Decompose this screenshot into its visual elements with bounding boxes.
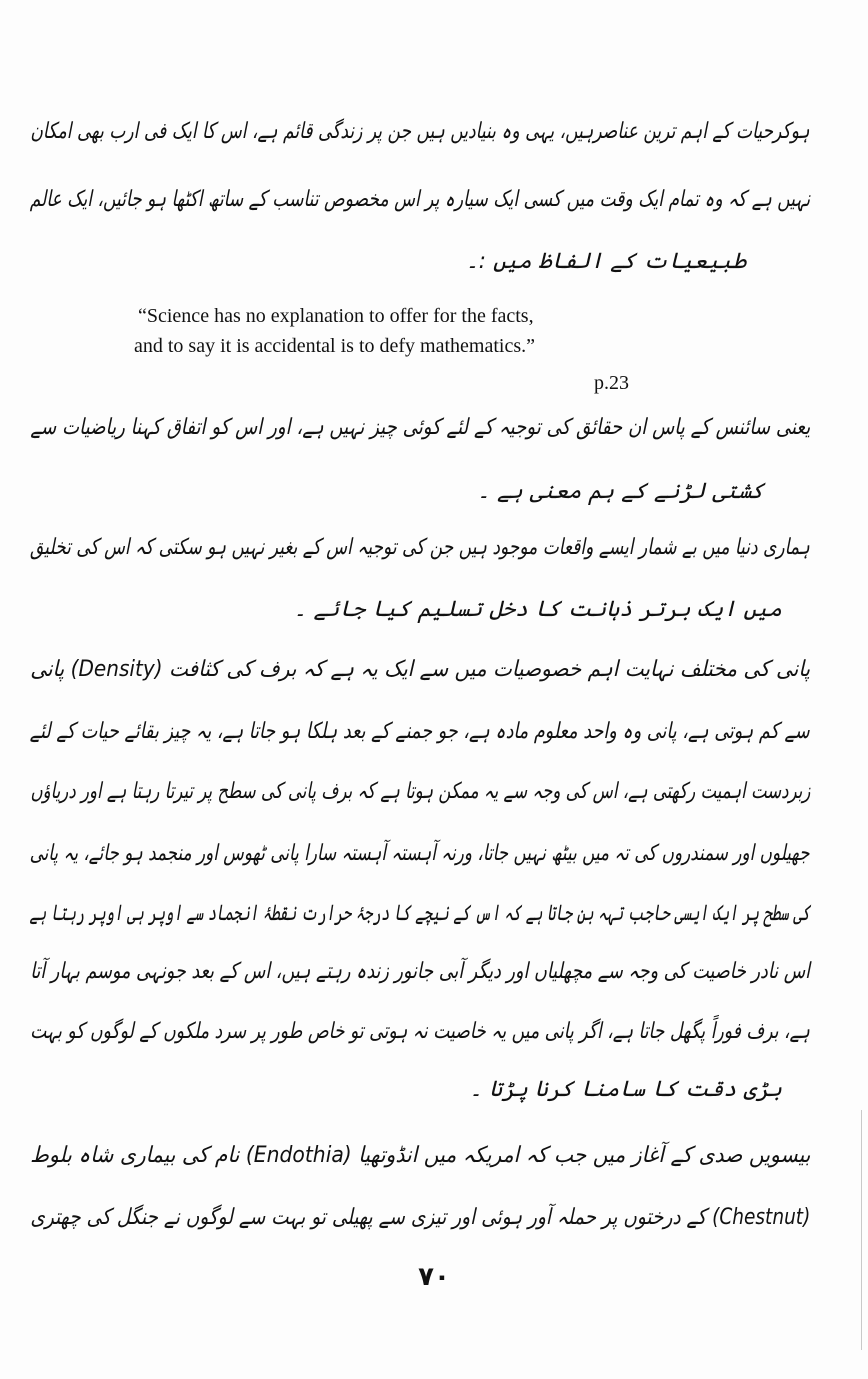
text-line-16: بیسویں صدی کے آغاز میں جب کہ امریکہ میں انڈوتھیا (Endothia) نام کی بیماری شاہ بلوط bbox=[29, 1143, 810, 1168]
text-line-2: نہیں ہے کہ وہ تمام ایک وقت میں کسی ایک سیارہ پر اس مخصوص تناسب کے ساتھ اکٹھا ہو جائیں، ایک عالم bbox=[29, 187, 810, 212]
text-line-4: یعنی سائنس کے پاس ان حقائق کی توجیہ کے لئے کوئی چیز نہیں ہے، اور اس کو اتفاق کہنا ریاضیات سے bbox=[30, 415, 810, 440]
page-edge-line bbox=[861, 1110, 862, 1350]
quote-citation: p.23 bbox=[594, 372, 629, 394]
text-line-6: ہماری دنیا میں بے شمار ایسے واقعات موجود ہیں جن کی توجیہ اس کے بغیر نہیں ہو سکتی کہ اس کی تخلیق bbox=[30, 535, 810, 560]
text-line-1: ہوکرحیات کے اہم ترین عناصرہیں، یہی وہ بنیادیں ہیں جن پر زندگی قائم ہے، اس کا ایک فی ارب بھی امکان bbox=[30, 119, 810, 144]
quote-line-1: “Science has no explanation to offer for the facts, bbox=[138, 305, 534, 327]
text-line-8: پانی کی مختلف نہایت اہم خصوصیات میں سے ایک یہ ہے کہ برف کی کثافت (Density) پانی bbox=[30, 657, 810, 682]
text-line-9: سے کم ہوتی ہے، پانی وہ واحد معلوم مادہ ہے، جو جمنے کے بعد ہلکا ہو جاتا ہے، یہ چیز بقائے حیات کے لئے bbox=[30, 719, 810, 744]
page-number: ۷۰ bbox=[418, 1262, 450, 1292]
text-line-12: کی سطح پر ایک ایسی حاجب تہہ بن جاتا ہے کہ اس کے نیچے کا درجۂ حرارت نقطۂ انجماد سے اوپر ہی اوپر رہتا ہے bbox=[29, 901, 810, 926]
text-line-17: (Chestnut) کے درختوں پر حملہ آور ہوئی اور تیزی سے پھیلی تو بہت سے لوگوں نے جنگل کی چھتری bbox=[30, 1205, 810, 1230]
quote-line-2: and to say it is accidental is to defy mathematics.” bbox=[134, 335, 535, 357]
text-line-7: میں ایک برتر ذہانت کا دخل تسلیم کیا جائے ۔ bbox=[293, 597, 782, 622]
text-line-15: بڑی دقت کا سامنا کرنا پڑتا ۔ bbox=[469, 1077, 782, 1102]
text-line-14: ہے، برف فوراً پگھل جاتا ہے، اگر پانی میں یہ خاصیت نہ ہوتی تو خاص طور پر سرد ملکوں کے لوگوں کو بہت bbox=[30, 1019, 810, 1044]
text-line-11: جھیلوں اور سمندروں کی تہ میں بیٹھ نہیں جاتا، ورنہ آہستہ آہستہ سارا پانی ٹھوس اور منجمد ہو جائے، یہ پانی bbox=[30, 841, 810, 866]
text-line-5: کشتی لڑنے کے ہم معنی ہے ۔ bbox=[477, 479, 764, 504]
text-line-3: طبیعیات کے الفاظ میں :۔ bbox=[465, 249, 746, 274]
text-line-13: اس نادر خاصیت کی وجہ سے مچھلیاں اور دیگر آبی جانور زندہ رہتے ہیں، اس کے بعد جونہی موسم بہار آتا bbox=[30, 959, 810, 984]
text-line-10: زبردست اہمیت رکھتی ہے، اس کی وجہ سے یہ ممکن ہوتا ہے کہ برف پانی کی سطح پر تیرتا رہتا ہے اور دریاؤں bbox=[30, 779, 810, 804]
